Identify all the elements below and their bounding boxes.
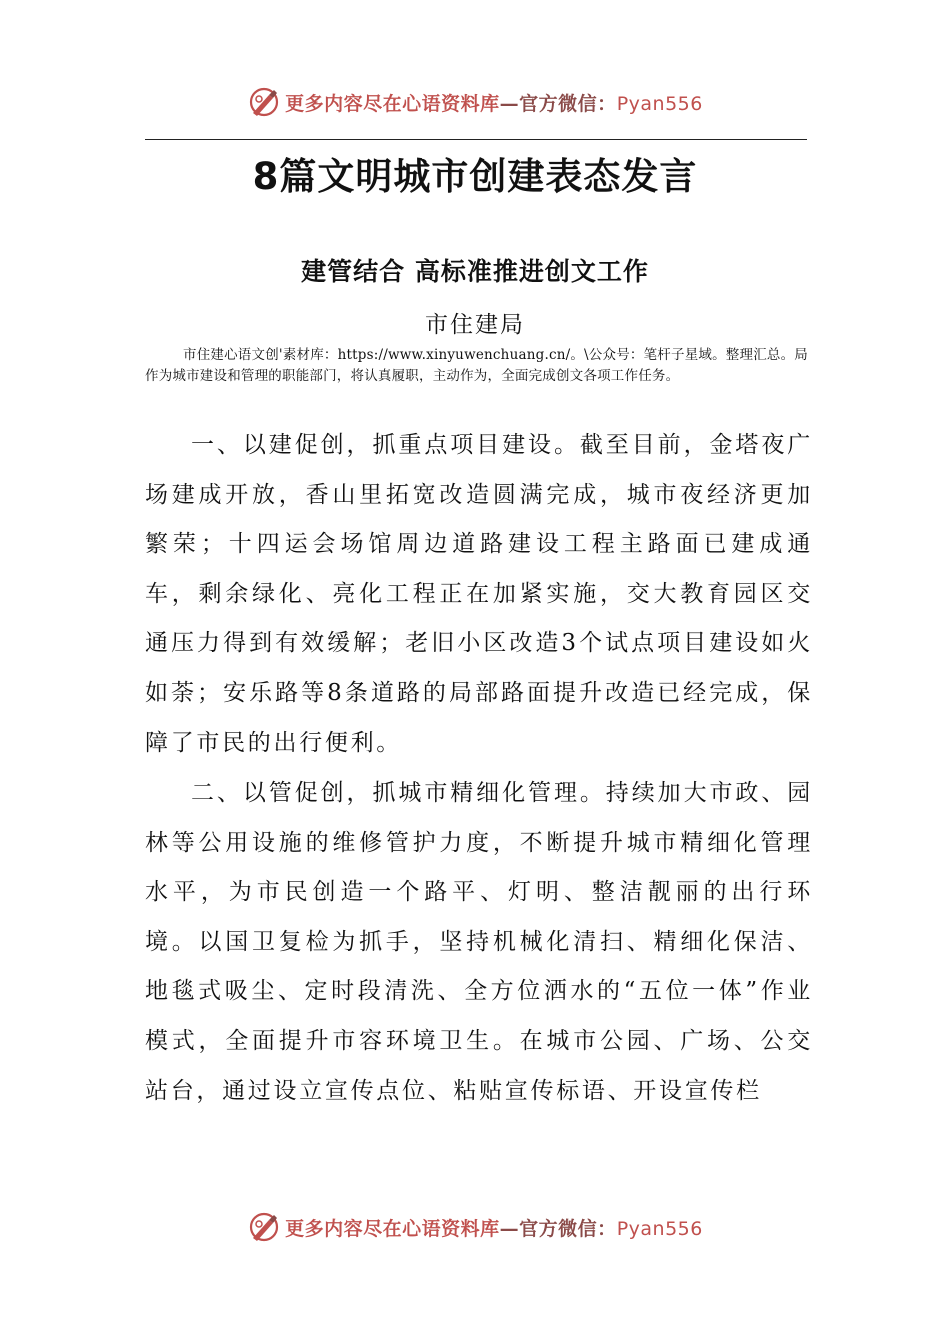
watermark-sub: 官方微信： [519,92,617,115]
header-watermark [0,82,950,122]
footer-watermark [0,1207,950,1247]
watermark-text [285,89,703,116]
pen-logo-icon [247,1210,281,1244]
author: 市住建局 [425,312,525,338]
watermark-id: Pyan556 [616,1217,703,1240]
watermark-main: 更多内容尽在心语资料库 [285,1217,500,1240]
watermark-text [285,1214,703,1241]
watermark-main: 更多内容尽在心语资料库 [285,92,500,115]
body-paragraph-1: 一、以建促创，抓重点项目建设。截至目前，金塔夜广场建成开放，香山里拓宽改造圆满完成，城市夜经济更加繁荣；十四运会场馆周边道路建设工程主路面已建成通车，剩余绿化、亮化工程正在加紧实施，交大教育园区交通压力得到有效缓解；老旧小区改造3个试点项目建设如火如荼；安乐路等8条道路的局部路面提升改造已经完成，保障了市民的出行便利。 [145,432,813,756]
watermark-dash: — [499,92,520,115]
section-title: 建管结合 高标准推进创文工作 [301,257,649,286]
body-paragraph-2: 二、以管促创，抓城市精细化管理。持续加大市政、园林等公用设施的维修管护力度，不断提升城市精细化管理水平，为市民创造一个路平、灯明、整洁靓丽的出行环境。以国卫复检为抓手，坚持机械化清扫、精细化保洁、地毯式吸尘、定时段清洗、全方位洒水的“五位一体”作业模式，全面提升市容环境卫生。在城市公园、广场、公交站台，通过设立宣传点位、粘贴宣传标语、开设宣传栏 [145,780,813,1104]
intro-note: 市住建心语文创'素材库：https://www.xinyuwenchuang.cn/。\公众号：笔杆子星域。整理汇总。局作为城市建设和管理的职能部门，将认真履职，主动作为，全面完成创文各项工作任务。 [145,347,808,384]
page-title: 8篇文明城市创建表态发言 [252,155,698,198]
pen-logo-icon [247,85,281,119]
header-rule [145,139,807,140]
watermark-dash: — [499,1217,520,1240]
watermark-id: Pyan556 [616,92,703,115]
watermark-sub: 官方微信： [519,1217,617,1240]
